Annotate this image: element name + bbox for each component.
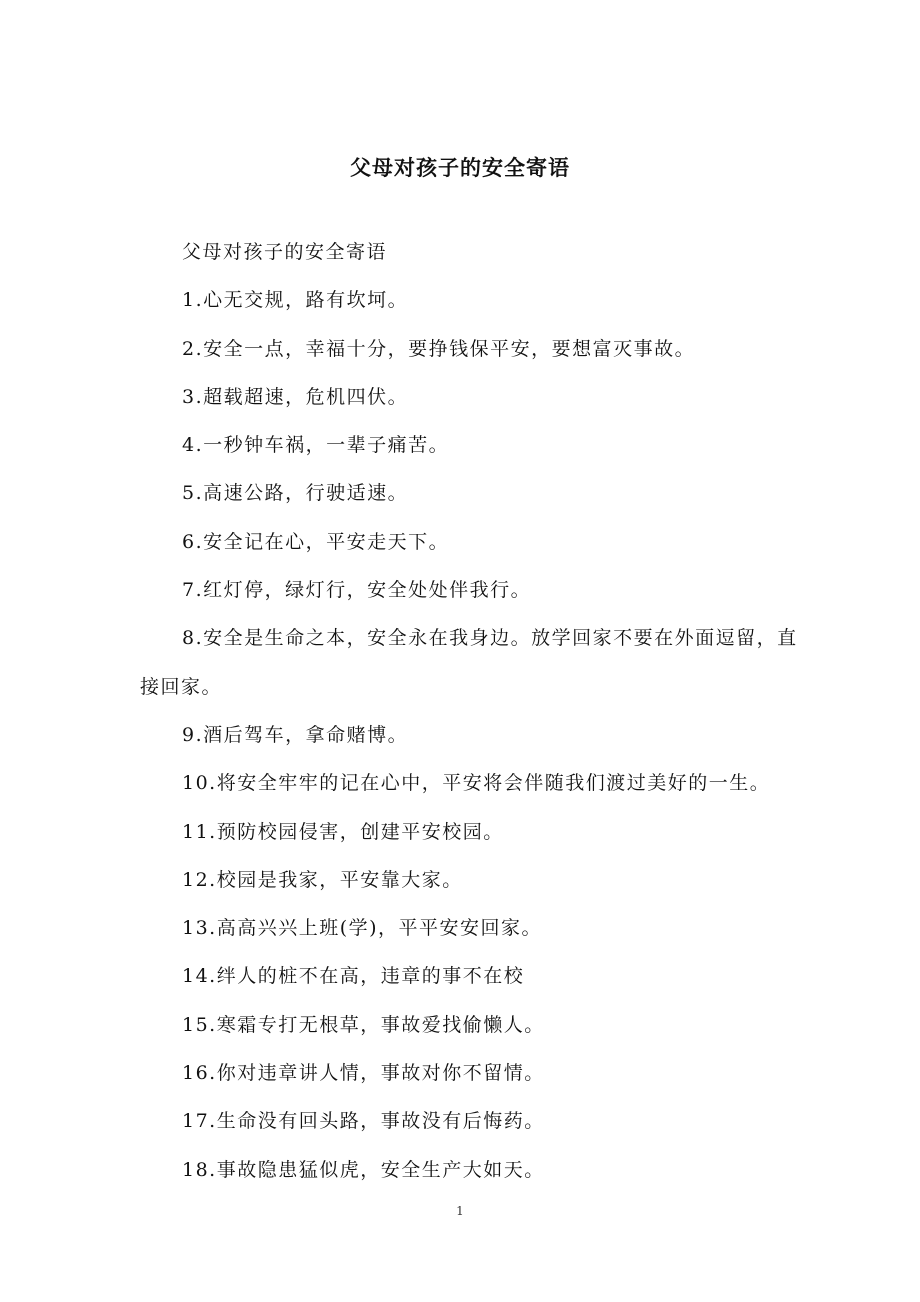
paragraph: 4.一秒钟车祸，一辈子痛苦。 xyxy=(182,434,450,457)
paragraph: 12.校园是我家，平安靠大家。 xyxy=(182,868,463,891)
paragraph: 5.高速公路，行驶适速。 xyxy=(182,482,409,505)
paragraph: 16.你对违章讲人情，事故对你不留情。 xyxy=(182,1062,545,1085)
page-number: 1 xyxy=(456,1204,464,1218)
paragraph: 3.超载超速，危机四伏。 xyxy=(182,385,409,408)
paragraph: 父母对孩子的安全寄语 xyxy=(182,241,388,263)
paragraph: 18.事故隐患猛似虎，安全生产大如天。 xyxy=(182,1158,545,1181)
paragraph: 9.酒后驾车，拿命赌博。 xyxy=(182,723,409,746)
paragraph: 2.安全一点，幸福十分，要挣钱保平安，要想富灭事故。 xyxy=(182,337,696,360)
paragraph: 10.将安全牢牢的记在心中，平安将会伴随我们渡过美好的一生。 xyxy=(182,772,771,795)
paragraph: 6.安全记在心，平安走天下。 xyxy=(182,530,450,553)
paragraph: 11.预防校园侵害，创建平安校园。 xyxy=(182,820,504,843)
document-title: 父母对孩子的安全寄语 xyxy=(350,156,570,180)
paragraph: 1.心无交规，路有坎坷。 xyxy=(182,289,409,312)
paragraph: 8.安全是生命之本，安全永在我身边。放学回家不要在外面逗留，直接回家。 xyxy=(140,627,798,698)
paragraph: 14.绊人的桩不在高，违章的事不在校 xyxy=(182,965,525,988)
document-body xyxy=(140,228,800,1194)
paragraph: 13.高高兴兴上班(学)，平平安安回家。 xyxy=(182,917,543,940)
paragraph: 17.生命没有回头路，事故没有后悔药。 xyxy=(182,1110,545,1133)
paragraph: 15.寒霜专打无根草，事故爱找偷懒人。 xyxy=(182,1013,545,1036)
paragraph: 7.红灯停，绿灯行，安全处处伴我行。 xyxy=(182,579,532,602)
